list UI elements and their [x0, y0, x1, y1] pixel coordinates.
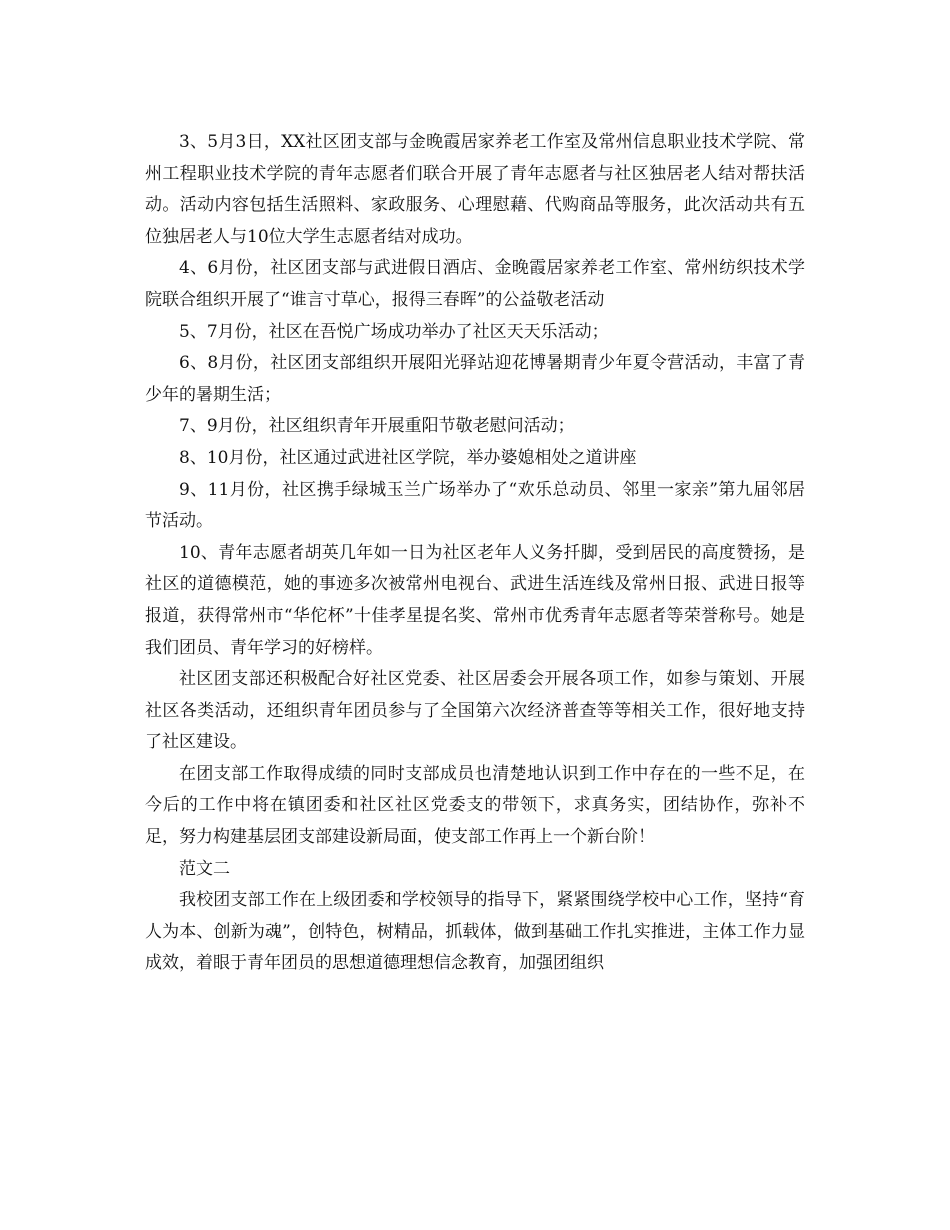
paragraph-item-8: 8、10月份，社区通过武进社区学院，举办婆媳相处之道讲座: [179, 447, 637, 468]
paragraph-shortcomings: 在团支部工作取得成绩的同时支部成员也清楚地认识到工作中存在的一些不足，在今后的工作中将在镇团委和社区社区党委支的带领下，求真务实，团结协作，弥补不足，努力构建基层团支部建设新局面，使支部工作再上一个新台阶！: [145, 763, 805, 848]
section-heading-sample-two: 范文二: [179, 858, 230, 879]
paragraph-item-4: 4、6月份，社区团支部与武进假日酒店、金晚霞居家养老工作室、常州纺织技术学院联合组织开展了“谁言寸草心，报得三春晖”的公益敬老活动: [145, 258, 805, 310]
paragraph-item-7: 7、9月份，社区组织青年开展重阳节敬老慰问活动；: [179, 416, 575, 437]
paragraph-sample-two-intro: 我校团支部工作在上级团委和学校领导的指导下，紧紧围绕学校中心工作，坚持“育人为本、创新为魂”，创特色，树精品，抓载体，做到基础工作扎实推进，主体工作力显成效，着眼于青年团员的思想道德理想信念教育，加强团组织: [145, 890, 805, 974]
paragraph-item-9: 9、11月份，社区携手绿城玉兰广场举办了“欢乐总动员、邻里一家亲”第九届邻居节活动。: [145, 479, 805, 532]
paragraph-item-6: 6、8月份，社区团支部组织开展阳光驿站迎花博暑期青少年夏令营活动，丰富了青少年的暑期生活；: [145, 353, 805, 405]
paragraph-item-5: 5、7月份，社区在吾悦广场成功举办了社区天天乐活动；: [179, 321, 609, 342]
paragraph-item-10: 10、青年志愿者胡英几年如一日为社区老年人义务扦脚，受到居民的高度赞扬，是社区的道德模范，她的事迹多次被常州电视台、武进生活连线及常州日报、武进日报等报道，获得常州市“华佗杯”十佳孝星提名奖、常州市优秀青年志愿者等荣誉称号。她是我们团员、青年学习的好榜样。: [145, 542, 805, 658]
document-body: [145, 127, 805, 980]
paragraph-item-3: 3、5月3日，XX社区团支部与金晚霞居家养老工作室及常州信息职业技术学院、常州工程职业技术学院的青年志愿者们联合开展了青年志愿者与社区独居老人结对帮扶活动。活动内容包括生活照料、家政服务、心理慰藉、代购商品等服务，此次活动共有五位独居老人与10位大学生志愿者结对成功。: [145, 132, 805, 247]
paragraph-community-support: 社区团支部还积极配合好社区党委、社区居委会开展各项工作，如参与策划、开展社区各类活动，还组织青年团员参与了全国第六次经济普查等等相关工作，很好地支持了社区建设。: [145, 669, 805, 753]
